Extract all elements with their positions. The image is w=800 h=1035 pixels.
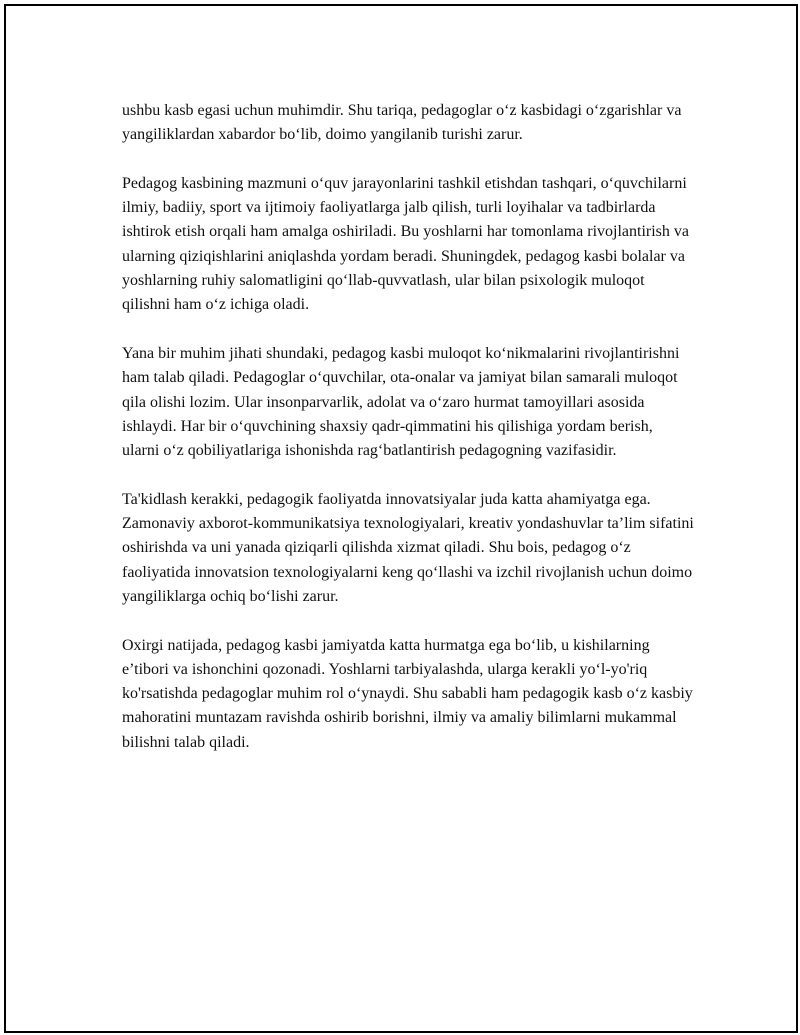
document-body bbox=[122, 99, 694, 755]
page-frame bbox=[4, 4, 798, 1033]
paragraph-3: Yana bir muhim jihati shundaki, pedagog kasbi muloqot ko‘nikmalarini rivojlantirishni ham talab qiladi. Pedagoglar o‘quvchilar, ota-onalar va jamiyat bilan samarali muloqot qila olishi lozim. Ular insonparvarlik, adolat va o‘zaro hurmat tamoyillari asosida ishlaydi. Har bir o‘quvchining shaxsiy qadr-qimmatini his qilishiga yordam berish, ularni o‘z qobiliyatlariga ishonishda rag‘batlantirish pedagogning vazifasidir. bbox=[122, 344, 680, 460]
paragraph-2: Pedagog kasbining mazmuni o‘quv jarayonlarini tashkil etishdan tashqari, o‘quvchilarni ilmiy, badiiy, sport va ijtimoiy faoliyatlarga jalb qilish, turli loyihalar va tadbirlarda ishtirok etish orqali ham amalga oshiriladi. Bu yoshlarni har tomonlama rivojlantirish va ularning qiziqishlarini aniqlashda yordam beradi. Shuningdek, pedagog kasbi bolalar va yoshlarning ruhiy salomatligini qo‘llab-quvvatlash, ular bilan psixologik muloqot qilishni ham o‘z ichiga oladi. bbox=[122, 174, 689, 314]
paragraph-5: Oxirgi natijada, pedagog kasbi jamiyatda katta hurmatga ega bo‘lib, u kishilarning e’tibori va ishonchini qozonadi. Yoshlarni tarbiyalashda, ularga kerakli yo‘l-yo'riq ko'rsatishda pedagoglar muhim rol o‘ynaydi. Shu sababli ham pedagogik kasb o‘z kasbiy mahoratini muntazam ravishda oshirib borishni, ilmiy va amaliy bilimlarni mukammal bilishni talab qiladi. bbox=[122, 636, 693, 751]
paragraph-4: Ta'kidlash kerakki, pedagogik faoliyatda innovatsiyalar juda katta ahamiyatga ega. Zamonaviy axborot-kommunikatsiya texnologiyalari, kreativ yondashuvlar ta’lim sifatini oshirishda va uni yanada qiziqarli qilishda xizmat qiladi. Shu bois, pedagog o‘z faoliyatida innovatsion texnologiyalarni keng qo‘llashi va izchil rivojlanish uchun doimo yangiliklarga ochiq bo‘lishi zarur. bbox=[122, 490, 694, 605]
paragraph-1: ushbu kasb egasi uchun muhimdir. Shu tariqa, pedagoglar o‘z kasbidagi o‘zgarishlar va yangiliklardan xabardor bo‘lib, doimo yangilanib turishi zarur. bbox=[122, 102, 682, 144]
